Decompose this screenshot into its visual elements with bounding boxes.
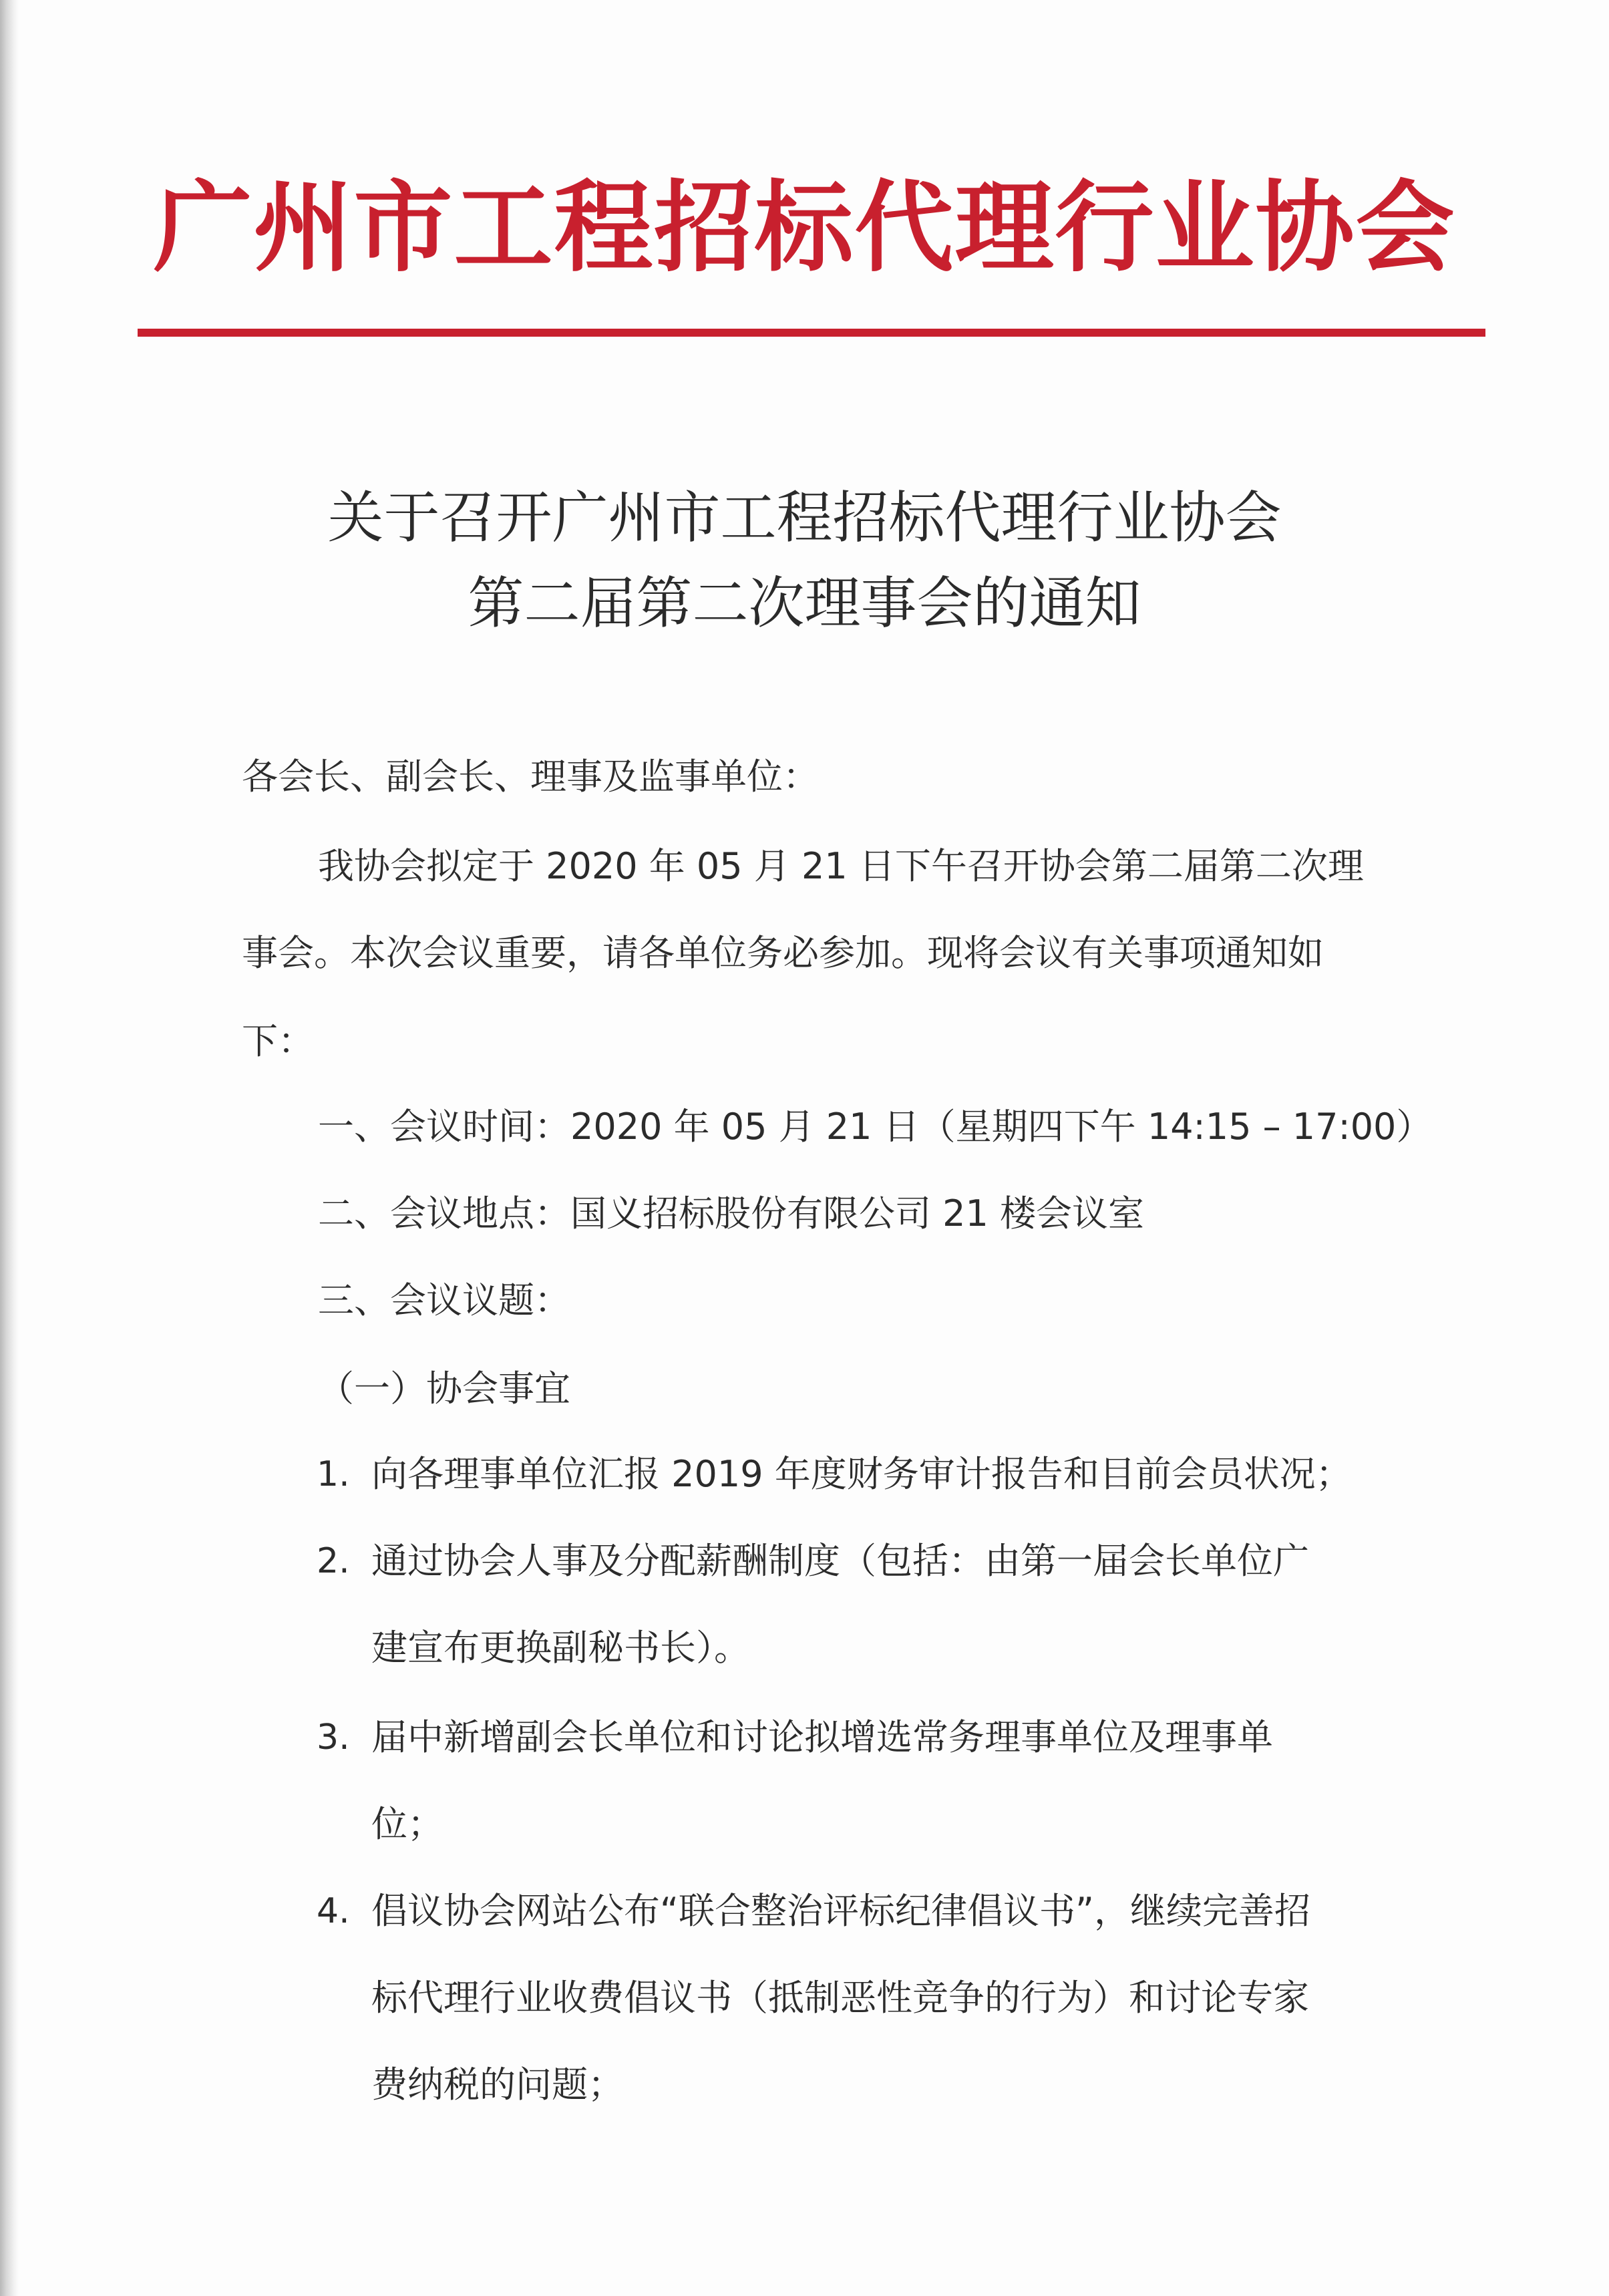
intro-line-3: 下： bbox=[242, 1020, 314, 1062]
agenda-item-number: 1. bbox=[317, 1454, 350, 1494]
intro-line-2: 事会。本次会议重要，请各单位务必参加。现将会议有关事项通知如 bbox=[242, 932, 1324, 974]
sub-heading-association-matters: （一）协会事宜 bbox=[318, 1367, 570, 1410]
letterhead-org-name: 广州市工程招标代理行业协会 bbox=[153, 169, 1456, 285]
agenda-item-line: 届中新增副会长单位和讨论拟增选常务理事单位及理事单 bbox=[371, 1716, 1273, 1758]
agenda-item-line: 向各理事单位汇报 2019 年度财务审计报告和目前会员状况； bbox=[371, 1453, 1352, 1495]
agenda-item-number: 2. bbox=[317, 1541, 350, 1581]
scan-edge-shadow bbox=[0, 0, 19, 2296]
salutation: 各会长、副会长、理事及监事单位： bbox=[242, 756, 819, 798]
notice-title-line-1: 关于召开广州市工程招标代理行业协会 bbox=[327, 485, 1282, 550]
item-meeting-topics: 三、会议议题： bbox=[318, 1279, 570, 1321]
agenda-item-line: 费纳税的问题； bbox=[371, 2064, 624, 2106]
agenda-item-number: 3. bbox=[317, 1717, 350, 1758]
agenda-item-number: 4. bbox=[317, 1891, 350, 1931]
agenda-item-line: 标代理行业收费倡议书（抵制恶性竞争的行为）和讨论专家 bbox=[371, 1977, 1309, 2019]
agenda-item-line: 位； bbox=[371, 1803, 443, 1845]
intro-line-1: 我协会拟定于 2020 年 05 月 21 日下午召开协会第二届第二次理 bbox=[318, 845, 1364, 887]
agenda-item-line: 建宣布更换副秘书长）。 bbox=[371, 1627, 750, 1669]
item-meeting-time: 一、会议时间：2020 年 05 月 21 日（星期四下午 14:15 – 17:00） bbox=[318, 1106, 1433, 1148]
item-meeting-place: 二、会议地点：国义招标股份有限公司 21 楼会议室 bbox=[318, 1192, 1145, 1235]
agenda-item-line: 通过协会人事及分配薪酬制度（包括：由第一届会长单位广 bbox=[371, 1540, 1309, 1582]
notice-title-line-2: 第二届第二次理事会的通知 bbox=[468, 570, 1141, 636]
letterhead-red-rule bbox=[138, 329, 1485, 337]
agenda-item-line: 倡议协会网站公布“联合整治评标纪律倡议书”，继续完善招 bbox=[371, 1890, 1310, 1932]
